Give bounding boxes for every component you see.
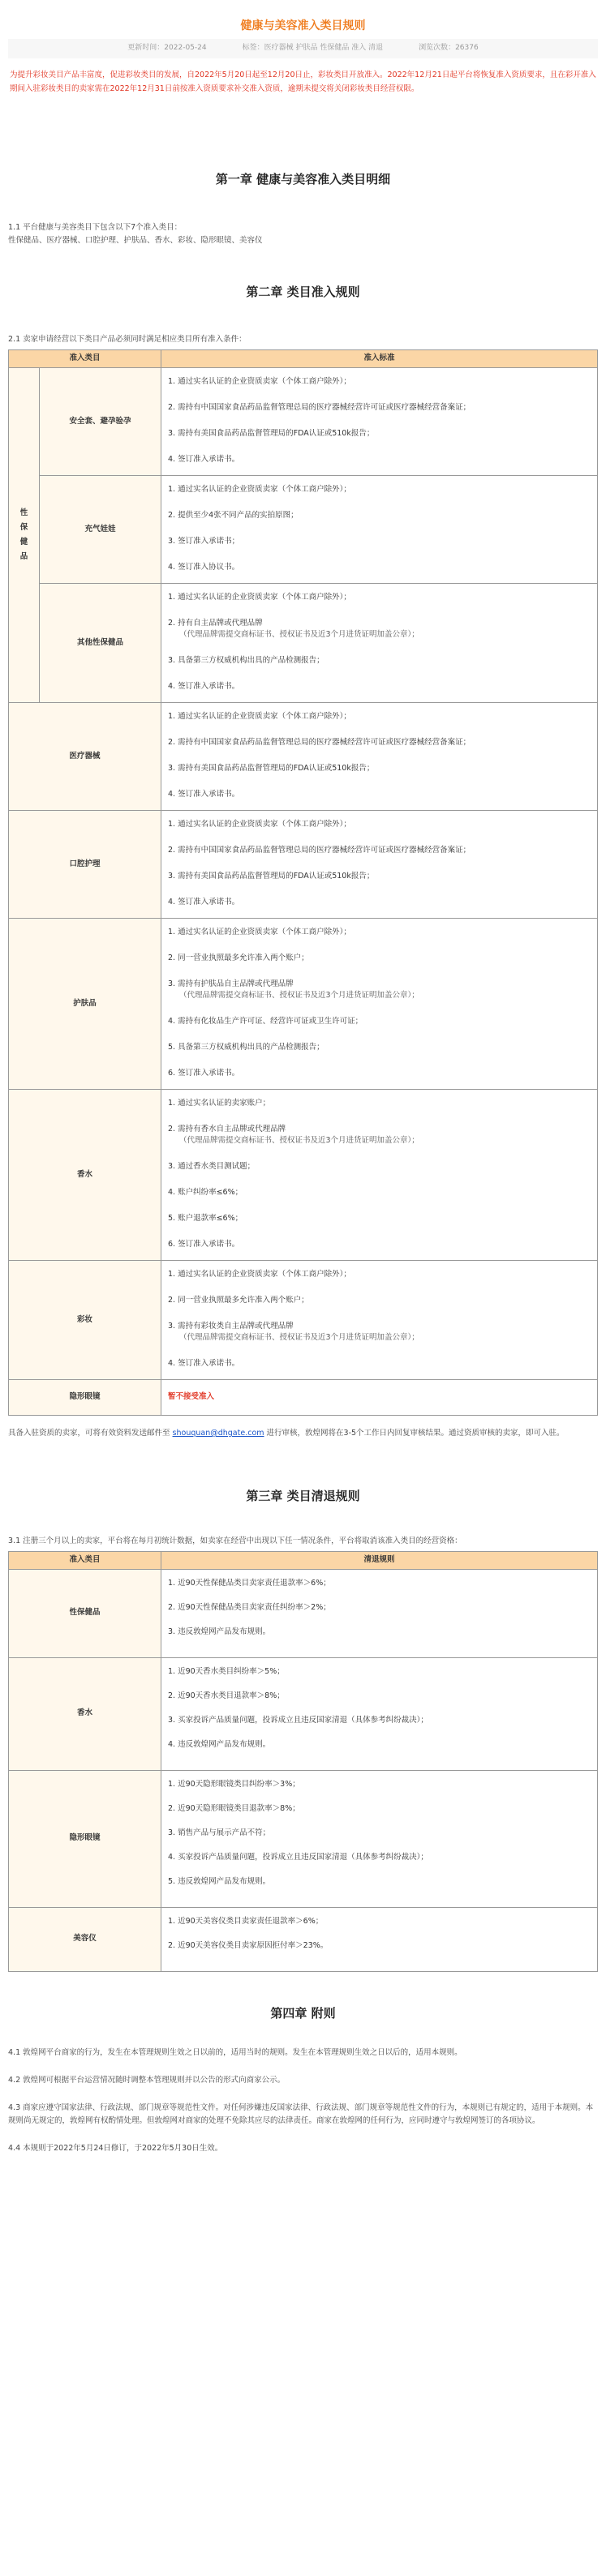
- standard-item: [168, 376, 591, 388]
- rule-item-text: 1. 近90天香水类目纠纷率＞5%；: [168, 1666, 285, 1676]
- standard-item-text: 4. 签订准入承诺书。: [168, 898, 240, 907]
- removal-header-category: 准入类目: [9, 1551, 161, 1569]
- standard-item: [168, 1295, 591, 1306]
- standard-item: [168, 927, 591, 938]
- table-row: [9, 703, 598, 811]
- category-cell: 口腔护理: [9, 811, 161, 919]
- standard-item: [168, 681, 591, 692]
- rule-item: [168, 1828, 591, 1839]
- rule-cell: [161, 1907, 598, 1971]
- standard-item: [168, 1124, 591, 1147]
- standard-item-text: 1. 通过实名认证的卖家账户；: [168, 1099, 271, 1108]
- standard-item-text: 5. 账户退款率≤6%；: [168, 1214, 243, 1223]
- standard-item-text: 4. 账户纠纷率≤6%；: [168, 1188, 243, 1197]
- standard-item-text: 4. 需持有化妆品生产许可证、经营许可证或卫生许可证；: [168, 1017, 363, 1026]
- standard-item: [168, 1321, 591, 1344]
- standard-item: [168, 1098, 591, 1109]
- standard-item: [168, 789, 591, 800]
- rule-item: [168, 1715, 591, 1726]
- standard-item-subtext: （代理品牌需提交商标证书、授权证书及近3个月进货证明加盖公章）；: [179, 991, 419, 1000]
- footer-note-post: 进行审核，敦煌网将在3-5个工作日内回复审核结果。通过资质审核的卖家，即可入驻。: [264, 1429, 565, 1438]
- rule-item-text: 1. 近90天性保健品类目卖家责任退款率＞6%；: [168, 1578, 331, 1588]
- table-row: [9, 1770, 598, 1907]
- footer-note-pre: 具备入驻资质的卖家，可将有效资料发送邮件至: [8, 1429, 173, 1438]
- table-row: [9, 811, 598, 919]
- category-cell: 护肤品: [9, 919, 161, 1090]
- standard-item-text: 4. 签订准入承诺书。: [168, 790, 240, 799]
- page-title: 健康与美容准入类目规则: [240, 19, 366, 32]
- admission-header-category: 准入类目: [9, 350, 161, 368]
- category-cell: 安全套、避孕验孕: [40, 368, 161, 476]
- standard-item-text: 6. 签订准入承诺书。: [168, 1240, 240, 1249]
- standard-item: [168, 618, 591, 641]
- standard-cell: [161, 1090, 598, 1261]
- appendix-item: 4.3 商家应遵守国家法律、行政法规、部门规章等规范性文件。对任何涉嫌违反国家法律、行政法规、部门规章等规范性文件的行为，本规则已有规定的，适用于本规则。本规则尚无规定的，敦煌网有权酌情处理。但敦煌网对商家的处理不免除其应尽的法律责任。商家在敦煌网的任何行为，应同时遵守与敦煌网签订的各项协议。: [8, 2103, 594, 2125]
- rule-item-text: 4. 违反敦煌网产品发布规则。: [168, 1739, 271, 1749]
- appendix-item: 4.1 敦煌网平台商家的行为，发生在本管理规则生效之日以前的，适用当时的规则。发生在本管理规则生效之日以后的，适用本规则。: [8, 2048, 462, 2057]
- standard-item-text: 2. 提供至少4张不同产品的实拍原图；: [168, 511, 299, 520]
- standard-item: [168, 1161, 591, 1172]
- rule-item-text: 2. 近90天隐形眼镜类目退款率＞8%；: [168, 1803, 300, 1813]
- removal-table: [8, 1551, 598, 1972]
- chapter-1-para-2: 性保健品、医疗器械、口腔护理、护肤品、香水、彩妆、隐形眼镜、美容仪: [8, 235, 263, 245]
- standard-item: [168, 1239, 591, 1250]
- rule-item: [168, 1602, 591, 1614]
- category-cell: 香水: [9, 1657, 161, 1770]
- updated-time: 更新时间：2022-05-24: [127, 44, 207, 53]
- standard-item-text: 3. 需持有美国食品药品监督管理局的FDA认证或510k报告；: [168, 872, 375, 881]
- view-count: 浏览次数：26376: [419, 44, 479, 53]
- category-cell: 其他性保健品: [40, 584, 161, 703]
- standard-cell: [161, 919, 598, 1090]
- standard-item: [168, 871, 591, 882]
- standard-item-text: 3. 具备第三方权威机构出具的产品检测报告；: [168, 656, 324, 665]
- standard-item-text: 1. 通过实名认证的企业资质卖家（个体工商户除外）；: [168, 928, 351, 937]
- rule-item-text: 2. 近90天美容仪类目卖家原因拒付率＞23%。: [168, 1940, 329, 1950]
- category-cell: 医疗器械: [9, 703, 161, 811]
- standard-item: [168, 737, 591, 748]
- standard-item: [168, 953, 591, 964]
- standard-item-text: 3. 需持有彩妆类自主品牌或代理品牌: [168, 1322, 294, 1331]
- rule-item-text: 3. 违反敦煌网产品发布规则。: [168, 1627, 271, 1636]
- standard-cell: [161, 811, 598, 919]
- admission-header-standard: 准入标准: [161, 350, 598, 368]
- rule-item-text: 4. 买家投诉产品质量问题，投诉成立且违反国家清退（具体参考纠纷裁决）；: [168, 1852, 428, 1862]
- standard-cell: [161, 703, 598, 811]
- rule-item: [168, 1739, 591, 1751]
- chapter-4-items: [8, 2047, 598, 2155]
- standard-item-text: 3. 需持有护肤品自主品牌或代理品牌: [168, 979, 294, 988]
- table-row: [9, 1261, 598, 1380]
- standard-item: [168, 655, 591, 667]
- chapter-2-title: 第二章 类目准入规则: [246, 284, 360, 299]
- standard-item-text: 5. 具备第三方权威机构出具的产品检测报告；: [168, 1043, 324, 1052]
- rule-item: [168, 1852, 591, 1863]
- standard-item: [168, 1068, 591, 1079]
- rule-item: [168, 1876, 591, 1888]
- standard-item: [168, 510, 591, 521]
- standard-item-text: 6. 签订准入承诺书。: [168, 1069, 240, 1078]
- category-cell: 美容仪: [9, 1907, 161, 1971]
- table-row: [9, 1907, 598, 1971]
- standard-item-text: 3. 通过香水类目测试题；: [168, 1162, 256, 1171]
- table-row: [9, 584, 598, 703]
- standard-cell: [161, 584, 598, 703]
- category-cell: 隐形眼镜: [9, 1380, 161, 1416]
- chapter-1-title: 第一章 健康与美容准入类目明细: [215, 172, 391, 186]
- rule-item-text: 1. 近90天美容仪类目卖家责任退款率＞6%；: [168, 1916, 324, 1926]
- standard-item: [168, 484, 591, 495]
- standard-item-text: 1. 通过实名认证的企业资质卖家（个体工商户除外）；: [168, 377, 351, 386]
- standard-item-text: 1. 通过实名认证的企业资质卖家（个体工商户除外）；: [168, 593, 351, 602]
- standard-item: [168, 897, 591, 908]
- standard-item-text: 4. 签订准入承诺书。: [168, 682, 240, 691]
- standard-item-text: 2. 持有自主品牌或代理品牌: [168, 619, 263, 628]
- chapter-4-title: 第四章 附则: [270, 2005, 336, 2021]
- table-row: [9, 1569, 598, 1657]
- standard-item-text: 2. 需持有中国国家食品药品监督管理总局的医疗器械经营许可证或医疗器械经营备案证；: [168, 403, 471, 412]
- tags: 标签：医疗器械 护肤品 性保健品 准入 清退: [242, 44, 384, 53]
- standard-cell: [161, 476, 598, 584]
- standard-item-text: 4. 签订准入协议书。: [168, 563, 240, 572]
- standard-item-text: 2. 同一营业执照最多允许准入两个账户；: [168, 954, 309, 962]
- chapter-3-title: 第三章 类目清退规则: [246, 1489, 360, 1503]
- standard-item-text: 2. 需持有香水自主品牌或代理品牌: [168, 1125, 286, 1134]
- chapter-2-intro: 2.1 卖家申请经营以下类目产品必须同时满足相应类目所有准入条件：: [8, 335, 247, 344]
- category-cell: 隐形眼镜: [9, 1770, 161, 1907]
- rule-item: [168, 1666, 591, 1678]
- standard-item: [168, 562, 591, 573]
- category-cell: 彩妆: [9, 1261, 161, 1380]
- standard-item: [168, 763, 591, 774]
- table-row: [9, 1657, 598, 1770]
- rule-item-text: 1. 近90天隐形眼镜类目纠纷率＞3%；: [168, 1779, 300, 1789]
- standard-item: [168, 536, 591, 547]
- rule-item: [168, 1916, 591, 1927]
- category-cell: 香水: [9, 1090, 161, 1261]
- standard-item-text: 1. 通过实名认证的企业资质卖家（个体工商户除外）；: [168, 1270, 351, 1279]
- rule-item: [168, 1940, 591, 1952]
- standard-item-text: 3. 需持有美国食品药品监督管理局的FDA认证或510k报告；: [168, 429, 375, 438]
- standard-item-text: 2. 同一营业执照最多允许准入两个账户；: [168, 1296, 309, 1305]
- rule-cell: [161, 1657, 598, 1770]
- standard-item-subtext: （代理品牌需提交商标证书、授权证书及近3个月进货证明加盖公章）；: [179, 1136, 419, 1145]
- admission-table: [8, 349, 598, 1416]
- table-row: [9, 476, 598, 584]
- standard-item: [168, 428, 591, 439]
- contact-email-link[interactable]: shouquan@dhgate.com: [172, 1429, 264, 1438]
- table-row: [9, 368, 598, 476]
- standard-item: [168, 592, 591, 603]
- category-group-text: 性保健品: [19, 508, 28, 561]
- rule-item: [168, 1691, 591, 1702]
- category-cell: 性保健品: [9, 1569, 161, 1657]
- category-cell: 充气娃娃: [40, 476, 161, 584]
- standard-item: [168, 454, 591, 465]
- standard-item-text: 1. 通过实名认证的企业资质卖家（个体工商户除外）；: [168, 485, 351, 494]
- standard-item: [168, 1358, 591, 1369]
- standard-item-text: 3. 需持有美国食品药品监督管理局的FDA认证或510k报告；: [168, 764, 375, 773]
- chapter-1-para-1: 1.1 平台健康与美容类目下包含以下7个准入类目：: [8, 222, 183, 232]
- standard-item: [168, 402, 591, 414]
- standard-item: [168, 979, 591, 1001]
- rule-item-text: 3. 买家投诉产品质量问题，投诉成立且违反国家清退（具体参考纠纷裁决）；: [168, 1715, 428, 1725]
- standard-item: [168, 1213, 591, 1224]
- rule-cell: [161, 1770, 598, 1907]
- not-accepted-text: 暂不接受准入: [168, 1392, 215, 1402]
- table-row: [9, 1380, 598, 1416]
- rule-item-text: 2. 近90天性保健品类目卖家责任纠纷率＞2%；: [168, 1602, 331, 1612]
- notice-text: 为提升彩妆美目产品丰富度，促进彩妆类目的发展，自2022年5月20日起至12月20日止，彩妆类目开放准入。2022年12月21日起平台将恢复准入资质要求，且在彩开准入期间入驻彩妆类目的卖家需在2022年12月31日前按准入资质要求补交准入资质，逾期未提交将关闭彩妆类目经营权限。: [10, 71, 596, 93]
- standard-item-text: 3. 签订准入承诺书；: [168, 537, 240, 546]
- standard-item: [168, 1042, 591, 1053]
- rule-item-text: 5. 违反敦煌网产品发布规则。: [168, 1876, 271, 1886]
- standard-item: [168, 711, 591, 722]
- standard-cell: [161, 368, 598, 476]
- rule-item: [168, 1803, 591, 1815]
- standard-cell: [161, 1261, 598, 1380]
- table-row: [9, 919, 598, 1090]
- standard-item-text: 4. 签订准入承诺书。: [168, 455, 240, 464]
- standard-item: [168, 819, 591, 830]
- removal-header-rule: 清退规则: [161, 1551, 598, 1569]
- rule-item: [168, 1779, 591, 1790]
- rule-cell: [161, 1569, 598, 1657]
- standard-item-text: 1. 通过实名认证的企业资质卖家（个体工商户除外）；: [168, 820, 351, 829]
- standard-item: [168, 845, 591, 856]
- appendix-item: 4.2 敦煌网可根据平台运营情况随时调整本管理规则并以公告的形式向商家公示。: [8, 2076, 286, 2085]
- chapter-3-intro: 3.1 注册三个月以上的卖家，平台将在每月初统计数据，如卖家在经营中出现以下任一情况条件，平台将取消该准入类目的经营资格：: [8, 1536, 462, 1545]
- rule-item: [168, 1578, 591, 1589]
- rule-item-text: 2. 近90天香水类目退款率＞8%；: [168, 1691, 285, 1700]
- standard-item-text: 1. 通过实名认证的企业资质卖家（个体工商户除外）；: [168, 712, 351, 721]
- footer-note: [8, 1427, 598, 1440]
- standard-cell: [161, 1380, 598, 1416]
- standard-item-subtext: （代理品牌需提交商标证书、授权证书及近3个月进货证明加盖公章）；: [179, 1333, 419, 1342]
- rule-item: [168, 1627, 591, 1638]
- category-group-label: [9, 368, 40, 703]
- standard-item: [168, 1016, 591, 1027]
- standard-item-text: 4. 签订准入承诺书。: [168, 1359, 240, 1368]
- rule-item-text: 3. 销售产品与展示产品不符；: [168, 1828, 271, 1837]
- standard-item-subtext: （代理品牌需提交商标证书、授权证书及近3个月进货证明加盖公章）；: [179, 630, 419, 639]
- appendix-item: 4.4 本规则于2022年5月24日修订，于2022年5月30日生效。: [8, 2144, 223, 2153]
- standard-item-text: 2. 需持有中国国家食品药品监督管理总局的医疗器械经营许可证或医疗器械经营备案证；: [168, 738, 471, 747]
- meta-bar: [8, 39, 598, 58]
- standard-item-text: 2. 需持有中国国家食品药品监督管理总局的医疗器械经营许可证或医疗器械经营备案证；: [168, 846, 471, 855]
- standard-item: [168, 1187, 591, 1198]
- standard-item: [168, 1269, 591, 1280]
- table-row: [9, 1090, 598, 1261]
